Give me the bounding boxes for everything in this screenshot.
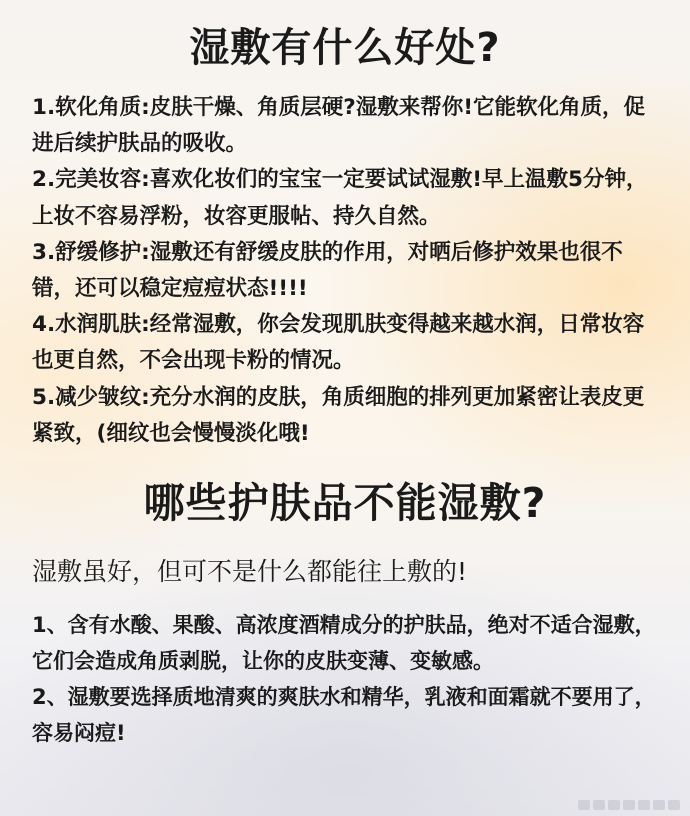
- watermark-mark: [578, 800, 590, 810]
- warnings-list: [32, 607, 664, 751]
- watermark-mark: [623, 800, 635, 810]
- benefit-item: 1.软化角质:皮肤干燥、角质层硬?湿敷来帮你!它能软化角质，促进后续护肤品的吸收。: [32, 95, 646, 157]
- benefits-list: [32, 90, 664, 452]
- benefit-item: 4.水润肌肤:经常湿敷，你会发现肌肤变得越来越水润，日常妆容也更自然，不会出现卡粉的情况。: [32, 312, 645, 374]
- watermark-mark: [638, 800, 650, 810]
- benefit-item: 5.减少皱纹:充分水润的皮肤，角质细胞的排列更加紧密让表皮更紧致，(细纹也会慢慢淡化哦!: [32, 384, 645, 446]
- watermark-mark: [593, 800, 605, 810]
- page-title: 湿敷有什么好处?: [189, 25, 501, 71]
- warning-item: 2、湿敷要选择质地清爽的爽肤水和精华，乳液和面霜就不要用了，容易闷痘!: [32, 685, 656, 745]
- watermark-mark: [608, 800, 620, 810]
- benefit-item: 3.舒缓修护:湿敷还有舒缓皮肤的作用，对晒后修护效果也很不错，还可以稳定痘痘状态!!!!: [32, 239, 623, 302]
- watermark: [578, 800, 680, 810]
- benefit-item: 2.完美妆容:喜欢化妆们的宝宝一定要试试湿敷!早上温敷5分钟，上妆不容易浮粉，妆容更服帖、持久自然。: [32, 167, 648, 229]
- intro-text: 湿敷虽好，但可不是什么都能往上敷的!: [32, 557, 468, 586]
- watermark-mark: [668, 800, 680, 810]
- warning-item: 1、含有水酸、果酸、高浓度酒精成分的护肤品，绝对不适合湿敷，它们会造成角质剥脱，让你的皮肤变薄、变敏感。: [32, 613, 656, 673]
- section-heading: 哪些护肤品不能湿敷?: [143, 479, 547, 527]
- watermark-mark: [653, 800, 665, 810]
